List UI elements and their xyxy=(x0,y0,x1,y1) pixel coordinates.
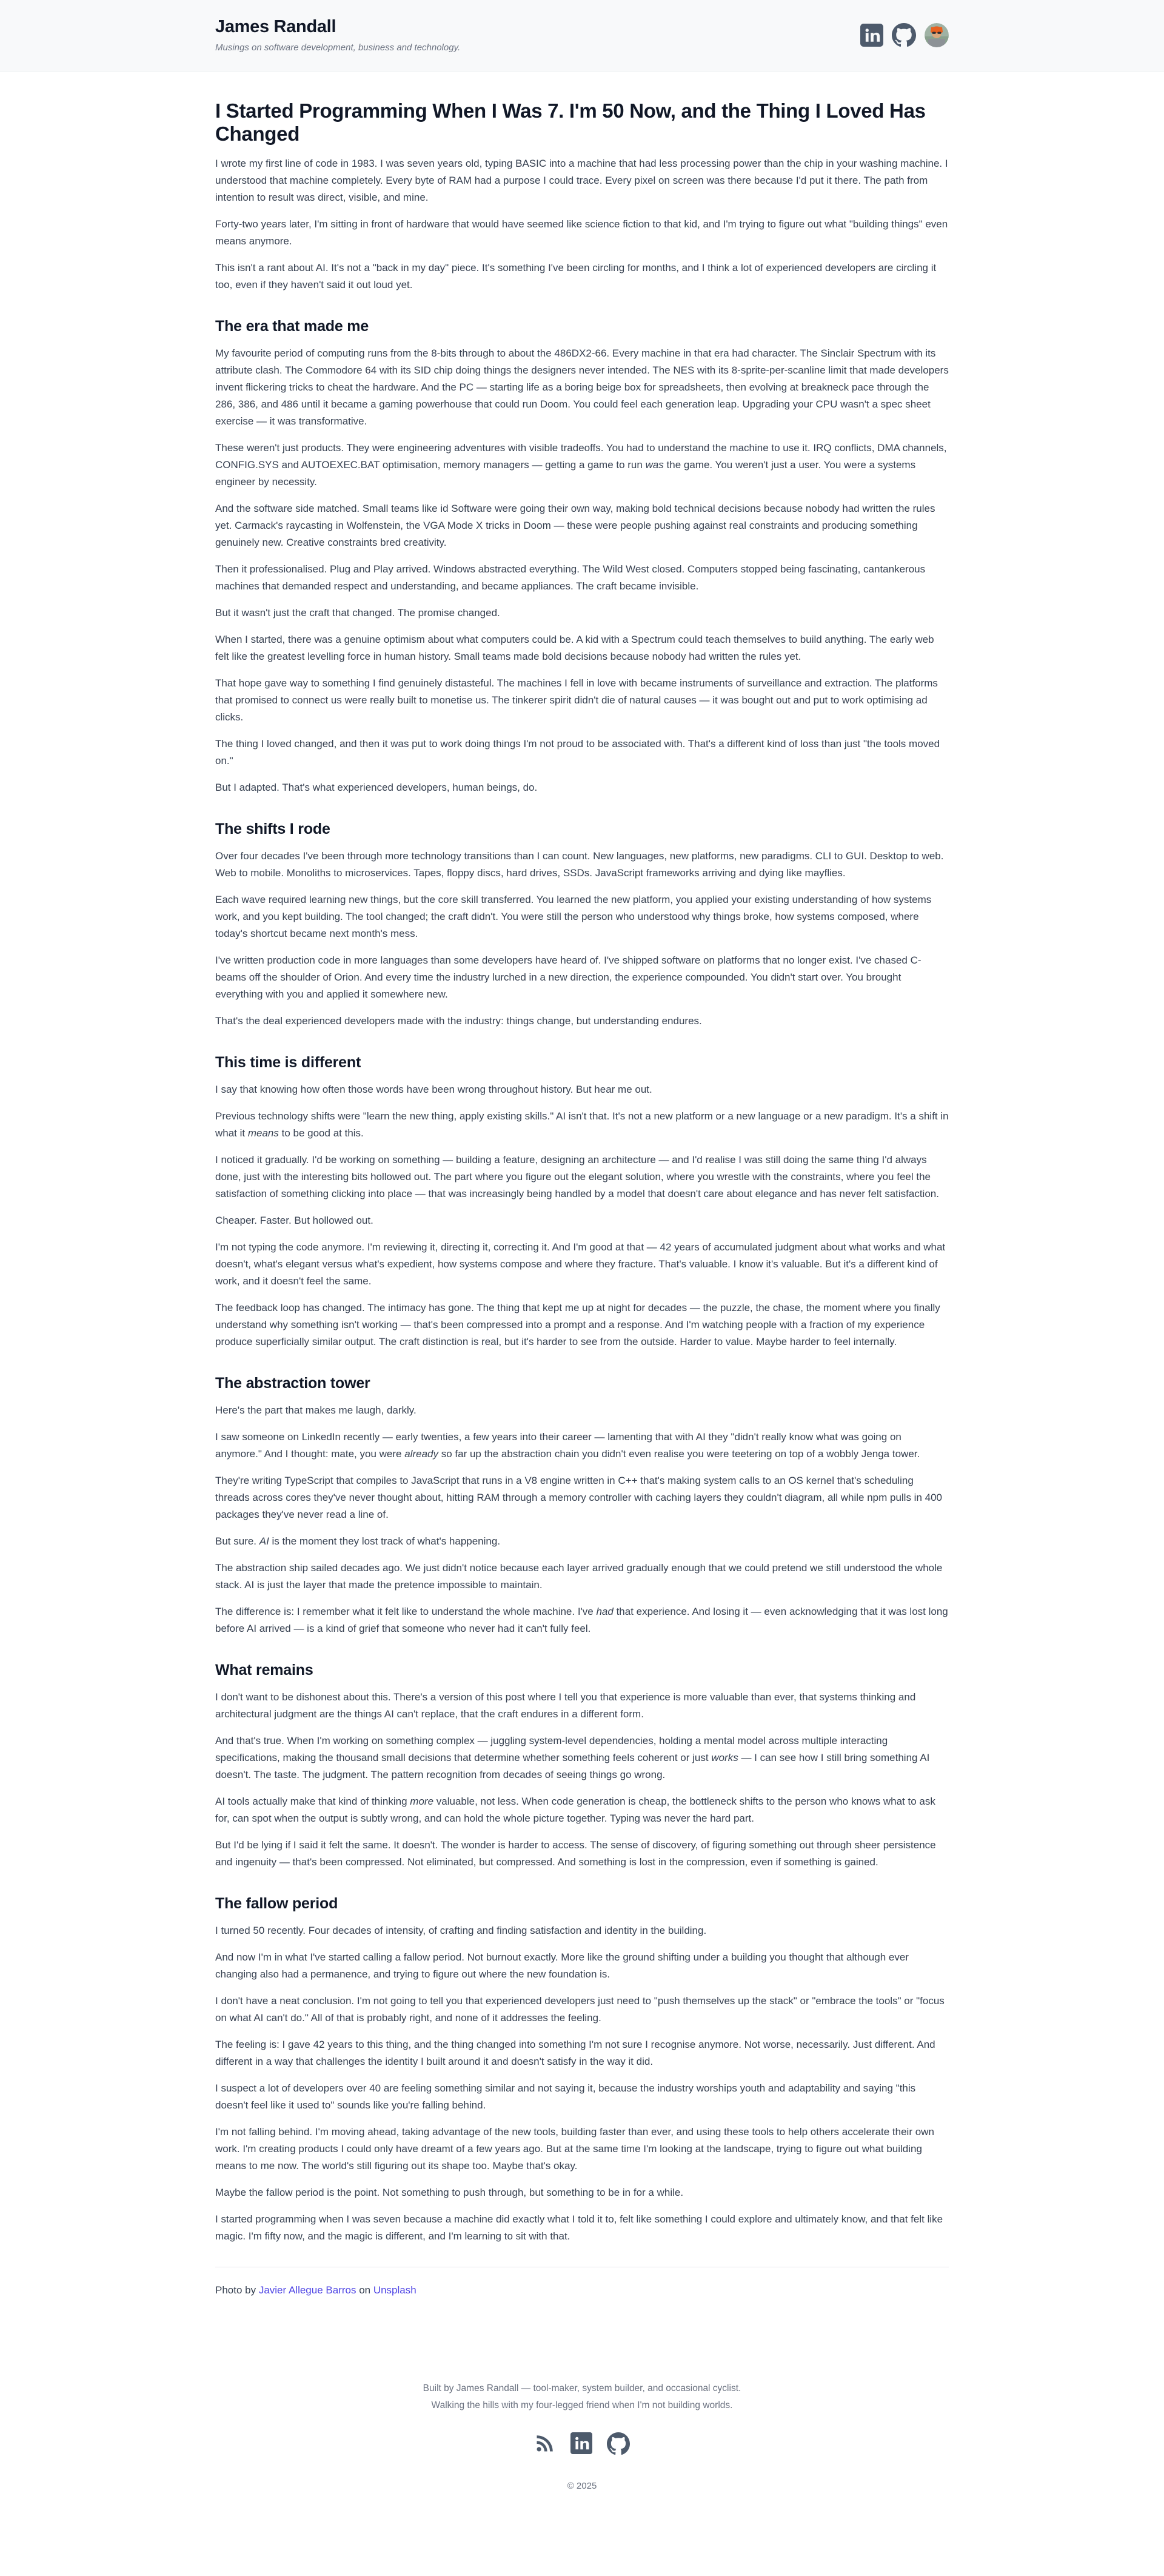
photo-credit xyxy=(215,2282,949,2299)
paragraph xyxy=(215,1993,949,2027)
section-heading: The fallow period xyxy=(215,1895,338,1912)
text-segment: The difference is: I remember what it felt like to understand the whole machine. I've xyxy=(215,1606,597,1617)
footer-social-icons xyxy=(215,2432,949,2455)
paragraph xyxy=(215,1560,949,1594)
text-segment: These weren't just products. They were engineering adventures with visible tradeoffs. You had to understand the machine to use it. IRQ conflicts, DMA channels, CONFIG.SYS and AUTOEXEC.BAT optimisation, memory managers — getting a game to run xyxy=(215,442,947,471)
paragraph xyxy=(215,1837,949,1871)
paragraph xyxy=(215,1108,949,1142)
paragraph xyxy=(215,779,949,796)
text-segment: the game. You weren't just a user. You were a systems engineer by necessity. xyxy=(215,459,916,488)
text-segment: I noticed it gradually. I'd be working on something — building a feature, designing an architecture — and I'd realise I was still doing the same thing I'd always done, just with the interesting bits hollowed out. The part where you figure out the elegant solution, where you wrestle with the constraints, where you feel the satisfaction of something clicking into place — that was increasingly being handled by a model that doesn't care about elegance and has never felt satisfaction. xyxy=(215,1154,939,1199)
avatar[interactable] xyxy=(925,23,949,47)
text-segment: And now I'm in what I've started calling a fallow period. Not burnout exactly. More like the ground shifting under a building you thought that although ever changing also had a permanence, and trying to figure out where the new foundation is. xyxy=(215,1951,909,1980)
paragraph xyxy=(215,1603,949,1637)
text-segment: to be good at this. xyxy=(278,1127,364,1139)
text-segment: I'm not falling behind. I'm moving ahead, taking advantage of the new tools, building faster than ever, and using these tools to help others accelerate their own work. I'm creating products I could only have dreamt of a few years ago. But at the same time I'm looking at the landscape, trying to figure out what building means to me now. The world's still figuring out its shape too. Maybe that's okay. xyxy=(215,2126,934,2172)
text-segment: I don't want to be dishonest about this. There's a version of this post where I tell you that experience is more valuable than ever, that systems thinking and architectural judgment are the things AI can't replace, that the craft endures in a different form. xyxy=(215,1691,916,1720)
text-segment: I'm not typing the code anymore. I'm reviewing it, directing it, correcting it. And I'm good at that — 42 years of accumulated judgment about what works and what doesn't, what's elegant versus what's expedient, how systems compose and where they fracture. That's valuable. I know it's valuable. But it's a different kind of work, and it doesn't feel the same. xyxy=(215,1241,946,1287)
paragraph xyxy=(215,216,949,250)
paragraph xyxy=(215,2184,949,2201)
text-segment: That's the deal experienced developers made with the industry: things change, but understanding endures. xyxy=(215,1015,702,1027)
paragraph xyxy=(215,440,949,491)
emphasis-text: already xyxy=(404,1448,438,1460)
paragraph xyxy=(215,952,949,1003)
site-footer xyxy=(0,2309,1164,2576)
paragraph xyxy=(215,500,949,551)
emphasis-text: AI xyxy=(259,1535,269,1547)
paragraph xyxy=(215,2211,949,2245)
text-segment: This isn't a rant about AI. It's not a "back in my day" piece. It's something I've been circling for months, and I think a lot of experienced developers are circling it too, even if they haven't said it out loud yet. xyxy=(215,262,937,290)
text-segment: Then it professionalised. Plug and Play arrived. Windows abstracted everything. The Wild West closed. Computers stopped being fascinating, cantankerous machines that demanded respect and understanding, and became appliances. The craft became invisible. xyxy=(215,563,926,592)
text-segment: is the moment they lost track of what's happening. xyxy=(269,1535,501,1547)
paragraph xyxy=(215,1922,949,1939)
text-segment: Each wave required learning new things, but the core skill transferred. You learned the new platform, you applied your existing understanding of how systems work, and you kept building. The tool changed; the craft didn't. You were still the person who understood why things broke, how systems composed, where today's shortcut became next month's mess. xyxy=(215,894,932,939)
paragraph xyxy=(215,345,949,430)
paragraph xyxy=(215,1732,949,1783)
paragraph xyxy=(215,1212,949,1229)
text-segment: But it wasn't just the craft that changed. The promise changed. xyxy=(215,607,500,619)
github-icon[interactable] xyxy=(607,2432,630,2455)
paragraph xyxy=(215,1152,949,1202)
paragraph xyxy=(215,1472,949,1523)
text-segment: on xyxy=(356,2284,373,2296)
paragraph xyxy=(215,1013,949,1030)
paragraph xyxy=(215,2124,949,2175)
text-segment: The feeling is: I gave 42 years to this thing, and the thing changed into something I'm not sure I recognise anymore. Not worse, necessarily. Just different. And different in a way that challenges the identity I built around it and doesn't satisfy in the way it did. xyxy=(215,2039,935,2067)
text-segment: I turned 50 recently. Four decades of intensity, of crafting and finding satisfaction and identity in the building. xyxy=(215,1925,707,1936)
text-segment: that experience. And losing it — even acknowledging that it was lost long before AI arrived — is a kind of grief that someone who never had it can't fully feel. xyxy=(215,1606,948,1634)
paragraph xyxy=(215,891,949,942)
paragraph xyxy=(215,848,949,882)
text-segment: I don't have a neat conclusion. I'm not going to tell you that experienced developers just need to "push themselves up the stack" or "embrace the tools" or "focus on what AI can't do." All of that is probably right, and none of it addresses the feeling. xyxy=(215,1995,945,2024)
site-tagline: Musings on software development, business and technology. xyxy=(215,42,461,53)
paragraph xyxy=(215,736,949,770)
paragraph xyxy=(215,1081,949,1098)
site-header xyxy=(0,0,1164,72)
article-body xyxy=(215,155,949,2299)
footer-tagline-1: Built by James Randall — tool-maker, system builder, and occasional cyclist. xyxy=(423,2383,741,2393)
linkedin-icon[interactable] xyxy=(570,2432,592,2455)
text-segment: — I can see how I still bring something AI doesn't. The taste. The judgment. The pattern recognition from decades of seeing things go wrong. xyxy=(215,1752,930,1780)
paragraph xyxy=(215,260,949,293)
emphasis-text: was xyxy=(645,459,664,471)
emphasis-text: works xyxy=(711,1752,738,1763)
text-segment: Forty-two years later, I'm sitting in front of hardware that would have seemed like science fiction to that kid, and I'm trying to figure out what "building things" even means anymore. xyxy=(215,218,948,247)
github-icon[interactable] xyxy=(892,23,916,47)
text-segment: And the software side matched. Small teams like id Software were going their own way, making bold technical decisions because nobody had written the rules yet. Carmack's raycasting in Wolfenstein, the VGA Mode X tricks in Doom — these were people pushing against real constraints and producing something genuinely new. Creative constraints bred creativity. xyxy=(215,503,935,548)
section-heading: The abstraction tower xyxy=(215,1375,370,1392)
text-segment: Previous technology shifts were "learn the new thing, apply existing skills." AI isn't that. It's not a new platform or a new language or a new paradigm. It's a shift in what it xyxy=(215,1110,949,1139)
header-social-icons xyxy=(860,23,949,47)
post-title: I Started Programming When I Was 7. I'm 50 Now, and the Thing I Loved Has Changed xyxy=(215,99,926,145)
text-segment: Maybe the fallow period is the point. Not something to push through, but something to be in for a while. xyxy=(215,2187,684,2198)
linkedin-icon[interactable] xyxy=(860,24,883,47)
text-segment: Over four decades I've been through more technology transitions than I can count. New languages, new platforms, new paradigms. CLI to GUI. Desktop to web. Web to mobile. Monoliths to microservices. Tapes, floppy discs, hard drives, SSDs. JavaScript frameworks arriving and dying like mayflies. xyxy=(215,850,944,879)
paragraph xyxy=(215,631,949,665)
text-segment: The abstraction ship sailed decades ago. We just didn't notice because each layer arrived gradually enough that we could pretend we still understood the whole stack. AI is just the layer that made the pretence impossible to maintain. xyxy=(215,1562,943,1591)
rss-icon[interactable] xyxy=(534,2432,556,2455)
paragraph xyxy=(215,605,949,622)
text-segment: And that's true. When I'm working on something complex — juggling system-level dependencies, holding a mental model across multiple interacting specifications, making the thousand small decisions that determine whether something feels coherent or just xyxy=(215,1735,888,1763)
paragraph xyxy=(215,2036,949,2070)
text-segment: so far up the abstraction chain you didn't even realise you were teetering on top of a wobbly Jenga tower. xyxy=(438,1448,920,1460)
text-segment: I say that knowing how often those words have been wrong throughout history. But hear me out. xyxy=(215,1084,652,1095)
paragraph xyxy=(215,1793,949,1827)
text-segment: The feedback loop has changed. The intimacy has gone. The thing that kept me up at night for decades — the puzzle, the chase, the moment where you finally understand why something isn't working — that's been compressed into a prompt and a response. And I'm watching people with a fraction of my experience produce superficially similar output. The craft distinction is real, but it's harder to see from the outside. Harder to value. Maybe harder to feel internally. xyxy=(215,1302,940,1347)
text-segment: valuable, not less. When code generation is cheap, the bottleneck shifts to the person who knows what to ask for, can spot when the output is subtly wrong, and can hold the whole picture together. Typing was never the hard part. xyxy=(215,1796,935,1824)
paragraph xyxy=(215,1949,949,1983)
emphasis-text: had xyxy=(596,1606,614,1617)
text-segment: I started programming when I was seven because a machine did exactly what I told it to, felt like something I could explore and ultimately know, and that felt like magic. I'm fifty now, and the magic is different, and I'm learning to sit with that. xyxy=(215,2213,943,2242)
text-segment: They're writing TypeScript that compiles to JavaScript that runs in a V8 engine written in C++ that's making system calls to an OS kernel that's scheduling threads across cores they've never thought about, hitting RAM through a memory controller with caching layers they couldn't diagram, all while npm pulls in 400 packages they've never read a line of. xyxy=(215,1475,942,1520)
credit-link[interactable]: Unsplash xyxy=(373,2284,416,2296)
text-segment: When I started, there was a genuine optimism about what computers could be. A kid with a Spectrum could teach themselves to build anything. The early web felt like the greatest levelling force in human history. Small teams made bold decisions because nobody had written the rules yet. xyxy=(215,634,934,662)
text-segment: Photo by xyxy=(215,2284,259,2296)
paragraph xyxy=(215,1533,949,1550)
text-segment: But sure. xyxy=(215,1535,259,1547)
section-heading: The era that made me xyxy=(215,318,369,335)
text-segment: But I adapted. That's what experienced developers, human beings, do. xyxy=(215,782,538,793)
text-segment: I've written production code in more languages than some developers have heard of. I've shipped software on platforms that no longer exist. I've chased C-beams off the shoulder of Orion. And every time the industry lurched in a new direction, the experience compounded. You didn't start over. You brought everything with you and applied it somewhere new. xyxy=(215,954,921,1000)
text-segment: I wrote my first line of code in 1983. I was seven years old, typing BASIC into a machine that had less processing power than the chip in your washing machine. I understood that machine completely. Every byte of RAM had a purpose I could trace. Every pixel on screen was there because I'd put it there. The path from intention to result was direct, visible, and mine. xyxy=(215,158,948,203)
section-heading: This time is different xyxy=(215,1054,361,1071)
text-segment: The thing I loved changed, and then it was put to work doing things I'm not proud to be associated with. That's a different kind of loss than just "the tools moved on." xyxy=(215,738,940,766)
paragraph xyxy=(215,1402,949,1419)
credit-link[interactable]: Javier Allegue Barros xyxy=(258,2284,356,2296)
text-segment: Cheaper. Faster. But hollowed out. xyxy=(215,1215,373,1226)
paragraph xyxy=(215,561,949,595)
text-segment: I saw someone on LinkedIn recently — early twenties, a few years into their career — lamenting that with AI they "didn't really know what was going on anymore." And I thought: mate, you were xyxy=(215,1431,901,1460)
text-segment: But I'd be lying if I said it felt the same. It doesn't. The wonder is harder to access. The sense of discovery, of figuring something out through sheer persistence and ingenuity — that's been compressed. Not eliminated, but compressed. And something is lost in the compression, even if something is gained. xyxy=(215,1839,936,1868)
paragraph xyxy=(215,1239,949,1290)
site-title-link[interactable]: James Randall xyxy=(215,17,336,36)
footer-tagline-2: Walking the hills with my four-legged friend when I'm not building worlds. xyxy=(431,2400,733,2410)
emphasis-text: more xyxy=(410,1796,434,1807)
section-heading: The shifts I rode xyxy=(215,820,330,837)
text-segment: That hope gave way to something I find genuinely distasteful. The machines I fell in love with became instruments of surveillance and extraction. The platforms that promised to connect us were really built to monetise us. The tinkerer spirit didn't die of natural causes — it was bought out and put to work optimising ad clicks. xyxy=(215,677,938,723)
paragraph xyxy=(215,1300,949,1350)
main-content xyxy=(206,99,958,2299)
paragraph xyxy=(215,1429,949,1463)
emphasis-text: means xyxy=(247,1127,279,1139)
text-segment: I suspect a lot of developers over 40 are feeling something similar and not saying it, because the industry worships youth and adaptability and saying "this doesn't feel like it used to" sounds like you're falling behind. xyxy=(215,2082,916,2111)
text-segment: AI tools actually make that kind of thinking xyxy=(215,1796,410,1807)
text-segment: Here's the part that makes me laugh, darkly. xyxy=(215,1404,416,1416)
site-branding xyxy=(215,17,460,53)
paragraph xyxy=(215,2080,949,2114)
paragraph xyxy=(215,155,949,206)
paragraph xyxy=(215,1689,949,1723)
copyright: © 2025 xyxy=(567,2481,597,2491)
text-segment: My favourite period of computing runs from the 8-bits through to about the 486DX2-66. Every machine in that era had character. The Sinclair Spectrum with its attribute clash. The Commodore 64 with its SID chip doing things the designers never intended. The NES with its 8-sprite-per-scanline limit that made developers invent flickering tricks to cheat the hardware. And the PC — starting life as a boring beige box for spreadsheets, then evolving at breakneck pace through the 286, 386, and 486 until it became a gaming powerhouse that could run Doom. You could feel each generation leap. Upgrading your CPU wasn't a spec sheet exercise — it was transformative. xyxy=(215,347,949,427)
paragraph xyxy=(215,675,949,726)
section-heading: What remains xyxy=(215,1662,313,1679)
